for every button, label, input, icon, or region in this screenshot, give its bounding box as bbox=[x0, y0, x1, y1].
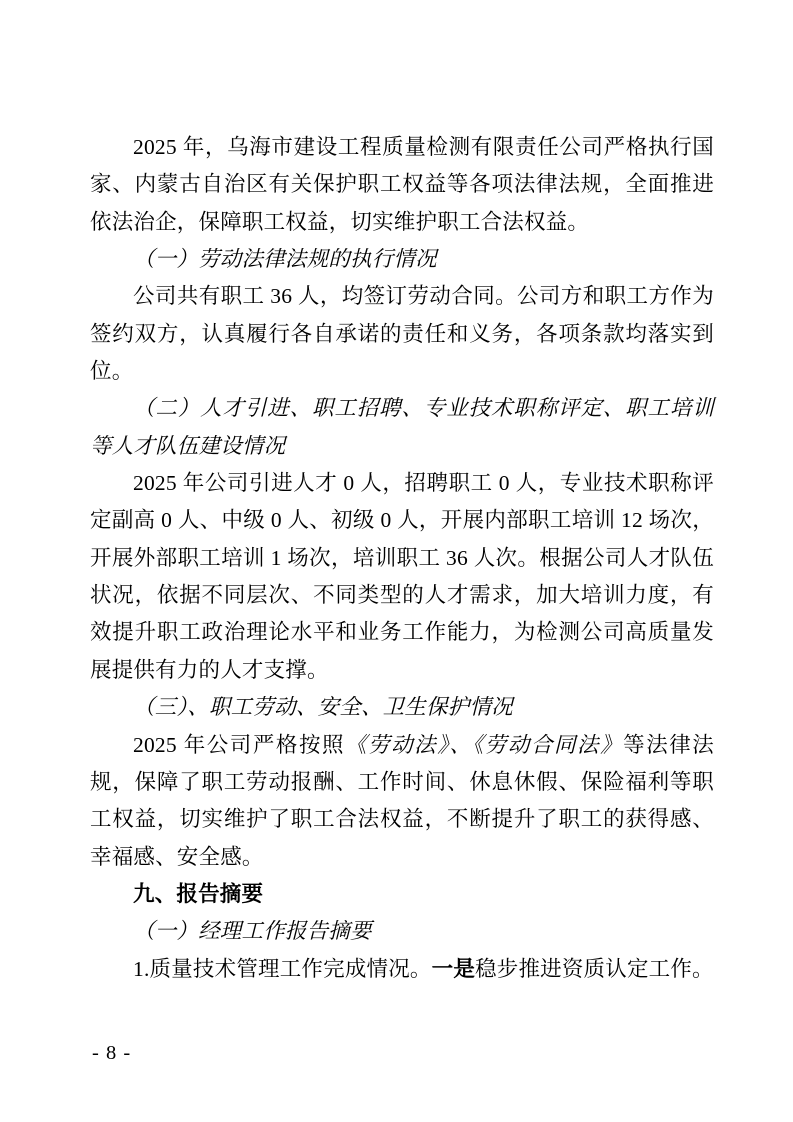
paragraph-labor-contracts: 公司共有职工 36 人，均签订劳动合同。公司方和职工方作为签约双方，认真履行各自承诺的责任和义务，各项条款均落实到位。 bbox=[90, 284, 714, 384]
paragraph-law-compliance-intro: 2025 年，乌海市建设工程质量检测有限责任公司严格执行国家、内蒙古自治区有关保护职工权益等各项法律法规，全面推进依法治企，保障职工权益，切实维护职工合法权益。 bbox=[90, 135, 714, 234]
text-segment: 2025 年公司严格按照 bbox=[133, 732, 346, 757]
document-body bbox=[90, 129, 714, 988]
paragraph-worker-rights-protection bbox=[90, 727, 714, 876]
text-segment: 等法律法规，保障了职工劳动报酬、工作时间、休息休假、保险福利等职工权益，切实维护了职工合法权益，不断提升了职工的获得感、幸福感、安全感。 bbox=[90, 732, 714, 869]
chapter-heading-report-summary: 九、报告摘要 bbox=[133, 881, 264, 906]
section-heading-labor-law-execution: （一）劳动法律法规的执行情况 bbox=[133, 247, 437, 272]
paragraph-quality-management bbox=[90, 951, 714, 988]
emphasis-text: 一是 bbox=[431, 956, 476, 981]
section-heading-manager-report-summary: （一）经理工作报告摘要 bbox=[133, 919, 372, 944]
text-segment: 稳步推进资质认定工作。 bbox=[475, 956, 714, 981]
page-number: - 8 - bbox=[92, 1042, 132, 1064]
section-heading-talent-team-building: （二）人才引进、职工招聘、专业技术职称评定、职工培训等人才队伍建设情况 bbox=[90, 396, 714, 458]
text-segment: 1.质量技术管理工作完成情况。 bbox=[133, 956, 432, 981]
paragraph-talent-training-stats: 2025 年公司引进人才 0 人，招聘职工 0 人，专业技术职称评定副高 0 人、中级 0 人、初级 0 人，开展内部职工培训 12 场次，开展外部职工培训 1 场次，培训职工 36 人次。根据公司人才队伍状况，依据不同层次、不同类型的人才需求，加大培训力度，有效提升职工政治理论水平和业务工作能力，为检测公司高质量发展提供有力的人才支撑。 bbox=[90, 471, 714, 682]
law-title-text: 《劳动法》、《劳动合同法》 bbox=[345, 732, 624, 757]
section-heading-labor-safety-health: （三）、职工劳动、安全、卫生保护情况 bbox=[133, 695, 513, 720]
